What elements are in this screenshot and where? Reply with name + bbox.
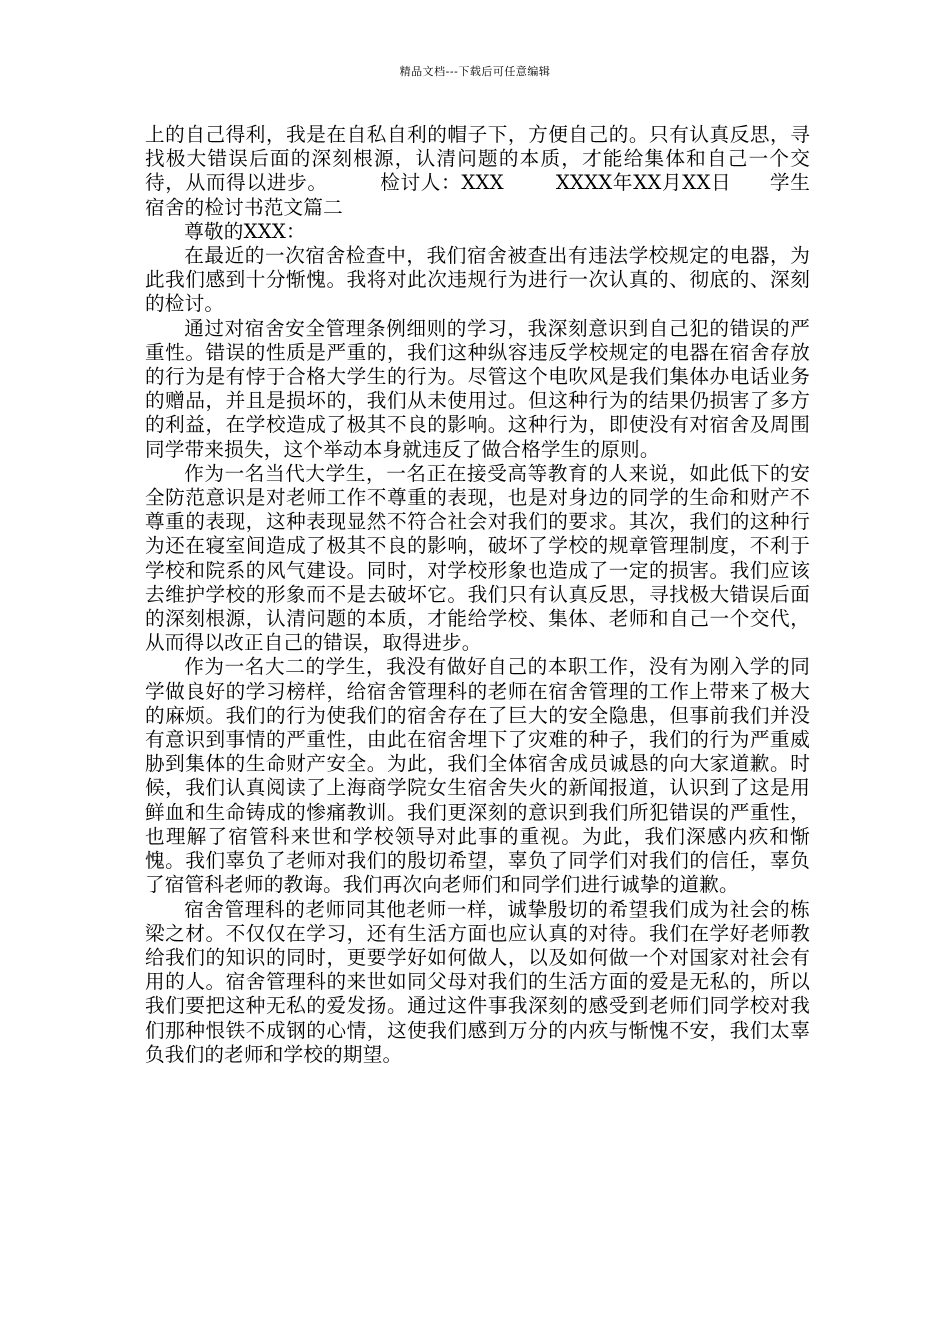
paragraph-4: 作为一名大二的学生，我没有做好自己的本职工作，没有为刚入学的同学做良好的学习榜样，给宿舍管理科的老师在宿舍管理的工作上带来了极大的麻烦。我们的行为使我们的宿舍存在了巨大的安全隐患，但事前我们并没有意识到事情的严重性，由此在宿舍埋下了灾难的种子，我们的行为严重威胁到集体的生命财产安全。为此，我们全体宿舍成员诚恳的向大家道歉。时候，我们认真阅读了上海商学院女生宿舍失火的新闻报道，认识到了这是用鲜血和生命铸成的惨痛教训。我们更深刻的意识到我们所犯错误的严重性，也理解了宿管科来世和学校领导对此事的重视。为此，我们深感内疚和惭愧。我们辜负了老师对我们的殷切希望，辜负了同学们对我们的信任，辜负了宿管科老师的教诲。我们再次向老师们和同学们进行诚挚的道歉。	[145, 655, 810, 897]
document-body	[145, 123, 810, 1067]
signature-label: 检讨人：XXX	[379, 171, 504, 195]
paragraph-3: 作为一名当代大学生，一名正在接受高等教育的人来说，如此低下的安全防范意识是对老师工作不尊重的表现，也是对身边的同学的生命和财产不尊重的表现，这种表现显然不符合社会对我们的要求。其次，我们的这种行为还在寝室间造成了极其不良的影响，破坏了学校的规章管理制度，不利于学校和院系的风气建设。同时，对学校形象也造成了一定的损害。我们应该去维护学校的形象而不是去破坏它。我们只有认真反思，寻找极大错误后面的深刻根源，认清问题的本质，才能给学校、集体、老师和自己一个交代，从而得以改正自己的错误，取得进步。	[145, 461, 810, 655]
paragraph-5: 宿舍管理科的老师同其他老师一样，诚挚殷切的希望我们成为社会的栋梁之材。不仅仅在学习，还有生活方面也应认真的对待。我们在学好老师教给我们的知识的同时，更要学好如何做人，以及如何做一个对国家对社会有用的人。宿舍管理科的来世如同父母对我们的生活方面的爱是无私的，所以我们要把这种无私的爱发扬。通过这件事我深刻的感受到老师们同学校对我们那种恨铁不成钢的心情，这使我们感到万分的内疚与惭愧不安，我们太辜负我们的老师和学校的期望。	[145, 897, 810, 1066]
salutation: 尊敬的XXX：	[184, 219, 306, 243]
intro-text: 上的自己得利，我是在自私自利的帽子下，方便自己的。只有认真反思，寻找极大错误后面的深刻根源，认清问题的本质，才能给集体和自己一个交待，从而得以进步。	[145, 123, 810, 195]
paragraph-1: 在最近的一次宿舍检查中，我们宿舍被查出有违法学校规定的电器，为此我们感到十分惭愧。我将对此次违规行为进行一次认真的、彻底的、深刻的检讨。	[145, 244, 810, 316]
section-title: 学生宿舍的检讨书范文篇二	[145, 171, 810, 219]
paragraph-2: 通过对宿舍安全管理条例细则的学习，我深刻意识到自己犯的错误的严重性。错误的性质是严重的，我们这种纵容违反学校规定的电器在宿舍存放的行为是有悖于合格大学生的行为。尽管这个电吹风是我们集体办电话业务的赠品，并且是损坏的，我们从未使用过。但这种行为的结果仍损害了多方的利益，在学校造成了极其不良的影响。这种行为，即使没有对宿舍及周围同学带来损失，这个举动本身就违反了做合格学生的原则。	[145, 316, 810, 461]
intro-paragraph	[145, 123, 810, 220]
signature-date: XXXX年XX月XX日	[555, 171, 732, 195]
page-header: 精品文档---下载后可任意编辑	[399, 65, 551, 78]
